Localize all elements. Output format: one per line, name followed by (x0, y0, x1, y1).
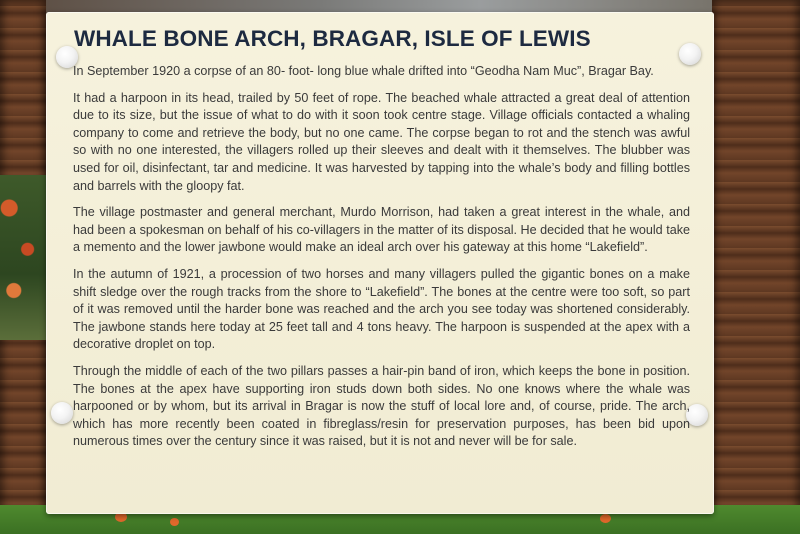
plaque-paragraph: The village postmaster and general merchant, Murdo Morrison, had taken a great interest in the whale, and had been a spokesman on behalf of his co-villagers in the matter of its disposal. He decided that he would take a memento and the lower jawbone would make an ideal arch over his gateway at this home “Lakefield”. (73, 205, 690, 255)
plaque-title: WHALE BONE ARCH, BRAGAR, ISLE OF LEWIS (74, 26, 591, 51)
fence-post-right (712, 0, 800, 534)
plaque-paragraph: In September 1920 a corpse of an 80- foot- long blue whale drifted into “Geodha Nam Muc”, Bragar Bay. (73, 64, 654, 78)
plaque-body (73, 63, 690, 460)
plaque-paragraph: Through the middle of each of the two pillars passes a hair-pin band of iron, which keeps the bone in position. The bones at the apex have supporting iron studs down both sides. No one knows where the whale was harpooned or by whom, but its arrival in Bragar is now the stuff of local lore and, of course, pride. The arch, which has more recently been coated in fibreglass/resin for preservation purposes, has been bid upon numerous times over the century since it was raised, but it is not and never will be for sale. (73, 363, 690, 449)
garden-flowers (0, 175, 46, 340)
orange-flower (600, 514, 611, 523)
plaque-paragraph: It had a harpoon in its head, trailed by 50 feet of rope. The beached whale attracted a great deal of attention due to its size, but the issue of what to do with it soon took centre stage. Village officials contacted a whaling company to come and retrieve the body, but no one came. The corpse began to rot and the stench was awful so with no one interested, the villagers rolled up their sleeves and dealt with it themselves. The blubber was used for oil, disinfectant, tar and medicine. It was harvested by tapping into the whale’s body and filling bottles and barrels with the gloopy fat. (73, 90, 690, 193)
plaque-paragraph: In the autumn of 1921, a procession of two horses and many villagers pulled the gigantic bones on a make shift sledge over the rough tracks from the shore to “Lakefield”. The bones at the centre were too soft, so part of it was removed until the harder bone was reached and the arch you see today was shortened considerably. The jawbone stands here today at 25 feet tall and 4 tons heavy. The harpoon is suspended at the apex with a decorative droplet on top. (73, 266, 690, 352)
screw-cap-icon (679, 43, 701, 65)
information-plaque (46, 12, 714, 514)
orange-flower (170, 518, 179, 526)
screw-cap-icon (51, 402, 73, 424)
